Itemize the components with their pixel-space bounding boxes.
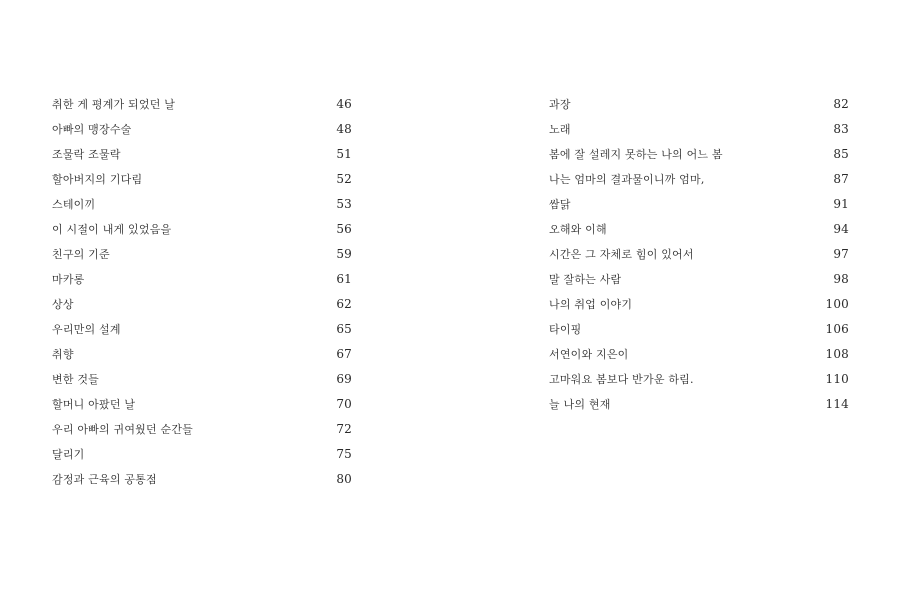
toc-entry[interactable]	[52, 167, 352, 192]
toc-entry[interactable]	[52, 292, 352, 317]
toc-entry-title: 말 잘하는 사람	[549, 273, 622, 286]
toc-entry[interactable]	[549, 92, 849, 117]
toc-entry[interactable]	[549, 267, 849, 292]
toc-entry-title: 취한 게 평계가 되었던 날	[52, 98, 176, 111]
toc-entry[interactable]	[52, 217, 352, 242]
toc-entry-page: 46	[336, 97, 352, 111]
toc-entry-page: 72	[336, 422, 352, 436]
toc-entry[interactable]	[52, 467, 352, 492]
toc-entry-title: 늘 나의 현재	[549, 398, 611, 411]
toc-entry-page: 59	[336, 247, 352, 261]
toc-entry-page: 53	[336, 197, 352, 211]
toc-entry-title: 취향	[52, 348, 74, 361]
toc-entry-page: 61	[336, 272, 352, 286]
toc-entry-title: 상상	[52, 298, 74, 311]
toc-entry-page: 48	[336, 122, 352, 136]
toc-entry-page: 108	[825, 347, 849, 361]
toc-entry-page: 87	[833, 172, 849, 186]
toc-entry[interactable]	[549, 167, 849, 192]
toc-entry[interactable]	[52, 192, 352, 217]
toc-entry-page: 65	[336, 322, 352, 336]
toc-entry[interactable]	[52, 142, 352, 167]
toc-right-column	[549, 92, 849, 417]
toc-entry-page: 69	[336, 372, 352, 386]
toc-entry-page: 83	[833, 122, 849, 136]
toc-entry-title: 할아버지의 기다림	[52, 173, 143, 186]
toc-entry-title: 이 시절이 내게 있었음을	[52, 223, 172, 236]
toc-entry-title: 달리기	[52, 448, 85, 461]
toc-entry-title: 서연이와 지은이	[549, 348, 629, 361]
toc-entry-page: 114	[825, 397, 849, 411]
toc-entry-title: 스테이끼	[52, 198, 96, 211]
toc-entry[interactable]	[549, 217, 849, 242]
toc-entry[interactable]	[52, 417, 352, 442]
toc-entry[interactable]	[549, 142, 849, 167]
toc-entry[interactable]	[52, 442, 352, 467]
toc-entry-title: 노래	[549, 123, 571, 136]
toc-entry-title: 봄에 잘 설레지 못하는 나의 어느 봄	[549, 148, 723, 161]
toc-entry-title: 나는 엄마의 결과물이니까 엄마,	[549, 173, 705, 186]
toc-entry-page: 75	[336, 447, 352, 461]
toc-entry-title: 오해와 이해	[549, 223, 607, 236]
toc-entry-title: 시간은 그 자체로 힘이 있어서	[549, 248, 694, 261]
toc-entry[interactable]	[549, 242, 849, 267]
toc-entry[interactable]	[52, 317, 352, 342]
toc-entry-page: 106	[825, 322, 849, 336]
toc-entry[interactable]	[549, 317, 849, 342]
toc-entry-page: 82	[833, 97, 849, 111]
toc-entry-page: 80	[336, 472, 352, 486]
toc-entry[interactable]	[549, 192, 849, 217]
toc-entry-title: 고마워요 봄보다 반가운 하림.	[549, 373, 694, 386]
toc-entry[interactable]	[549, 117, 849, 142]
toc-entry-title: 쌈닭	[549, 198, 571, 211]
toc-entry-title: 마카롱	[52, 273, 85, 286]
toc-entry[interactable]	[52, 117, 352, 142]
toc-entry[interactable]	[52, 92, 352, 117]
toc-entry[interactable]	[549, 392, 849, 417]
toc-entry-title: 감정과 근육의 공통점	[52, 473, 157, 486]
toc-entry[interactable]	[52, 242, 352, 267]
toc-entry-title: 나의 취업 이야기	[549, 298, 633, 311]
toc-entry[interactable]	[52, 367, 352, 392]
toc-entry-title: 변한 것들	[52, 373, 100, 386]
toc-entry-page: 52	[336, 172, 352, 186]
toc-entry[interactable]	[549, 342, 849, 367]
toc-entry-page: 70	[336, 397, 352, 411]
toc-entry-page: 98	[833, 272, 849, 286]
toc-entry-page: 85	[833, 147, 849, 161]
toc-entry-title: 우리만의 설계	[52, 323, 121, 336]
toc-entry-page: 62	[336, 297, 352, 311]
toc-entry-page: 100	[825, 297, 849, 311]
toc-entry-page: 91	[833, 197, 849, 211]
toc-entry[interactable]	[52, 342, 352, 367]
toc-entry-page: 56	[336, 222, 352, 236]
toc-entry-title: 할머니 아팠던 날	[52, 398, 136, 411]
toc-entry-page: 51	[336, 147, 352, 161]
toc-entry[interactable]	[52, 392, 352, 417]
toc-entry-page: 94	[833, 222, 849, 236]
toc-entry-title: 과장	[549, 98, 571, 111]
toc-left-column	[52, 92, 352, 492]
toc-entry-title: 타이핑	[549, 323, 582, 336]
toc-entry-title: 우리 아빠의 귀여웠던 순간들	[52, 423, 194, 436]
toc-entry[interactable]	[52, 267, 352, 292]
toc-entry[interactable]	[549, 292, 849, 317]
toc-entry-page: 110	[825, 372, 849, 386]
toc-entry-title: 조물락 조물락	[52, 148, 121, 161]
toc-entry-page: 97	[833, 247, 849, 261]
toc-entry-title: 친구의 기준	[52, 248, 110, 261]
toc-entry[interactable]	[549, 367, 849, 392]
toc-entry-page: 67	[336, 347, 352, 361]
toc-entry-title: 아빠의 맹장수술	[52, 123, 132, 136]
